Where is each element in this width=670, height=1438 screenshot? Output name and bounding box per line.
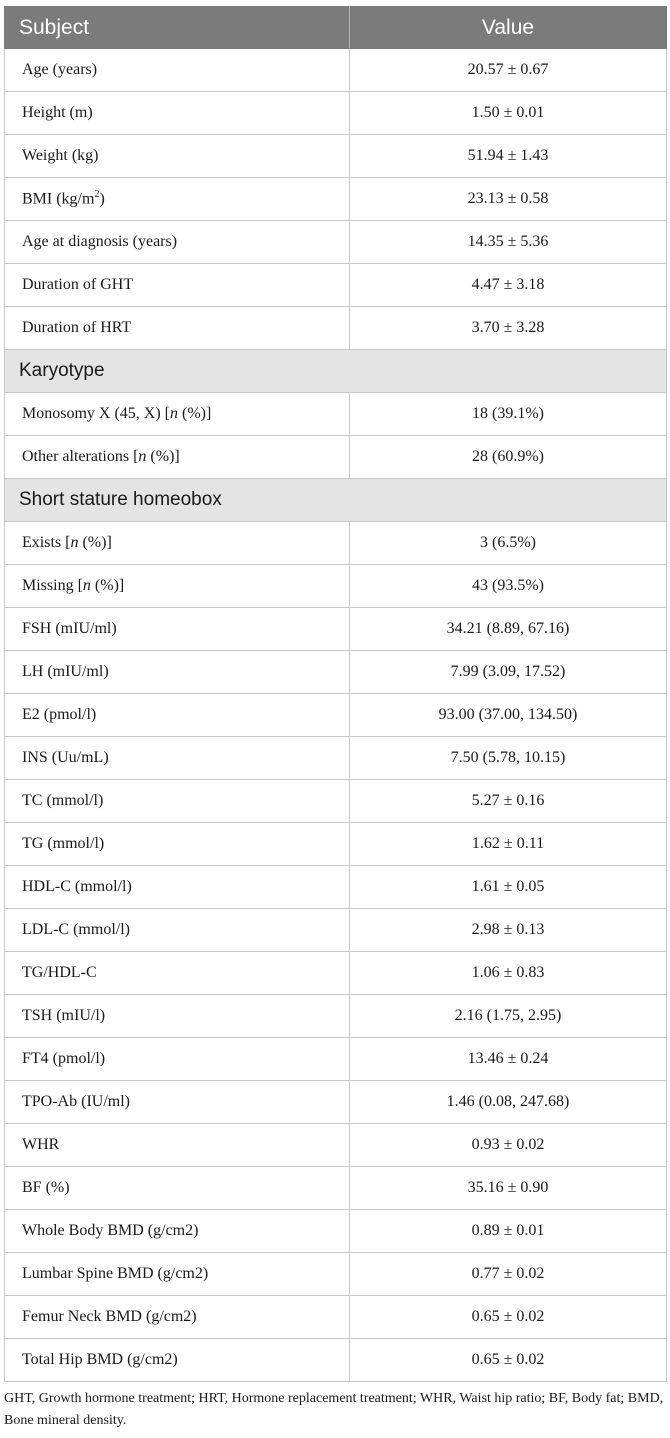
table-row [5, 909, 667, 952]
row-label [5, 1038, 350, 1081]
section-header-row [5, 350, 667, 393]
table-row [5, 1210, 667, 1253]
row-value: 2.16 (1.75, 2.95) [350, 995, 667, 1038]
header-value: Value [350, 7, 667, 49]
row-value: 5.27 ± 0.16 [350, 780, 667, 823]
row-label-suffix: (%)] [178, 405, 212, 422]
row-label [5, 1296, 350, 1339]
row-label-suffix: ) [99, 190, 105, 208]
section-label: Short stature homeobox [5, 479, 667, 522]
table-row [5, 1038, 667, 1081]
row-value: 18 (39.1%) [350, 393, 667, 436]
table-row [5, 1124, 667, 1167]
row-label-text: LDL-C (mmol/l) [22, 921, 130, 938]
row-label-text: BF (%) [22, 1179, 70, 1196]
row-label [5, 651, 350, 694]
table-row [5, 307, 667, 350]
table-row [5, 1253, 667, 1296]
section-label: Karyotype [5, 350, 667, 393]
row-value: 35.16 ± 0.90 [350, 1167, 667, 1210]
row-value: 0.93 ± 0.02 [350, 1124, 667, 1167]
table-body [5, 49, 667, 1382]
row-label [5, 995, 350, 1038]
row-label [5, 565, 350, 608]
row-label [5, 178, 350, 221]
row-value: 23.13 ± 0.58 [350, 178, 667, 221]
table-row [5, 694, 667, 737]
table-row [5, 995, 667, 1038]
row-value: 28 (60.9%) [350, 436, 667, 479]
row-value: 43 (93.5%) [350, 565, 667, 608]
row-label-text: WHR [22, 1136, 60, 1153]
row-label [5, 608, 350, 651]
row-label-suffix: (%)] [146, 448, 180, 465]
row-label-suffix: (%)] [90, 577, 125, 594]
table-row [5, 221, 667, 264]
row-value: 7.50 (5.78, 10.15) [350, 737, 667, 780]
row-label [5, 866, 350, 909]
row-label [5, 393, 350, 436]
row-label-italic: n [138, 448, 147, 465]
row-value: 0.77 ± 0.02 [350, 1253, 667, 1296]
row-value: 1.46 (0.08, 247.68) [350, 1081, 667, 1124]
row-label-text: FSH (mIU/ml) [22, 620, 117, 637]
row-label [5, 522, 350, 565]
row-label-text: LH (mIU/ml) [22, 663, 109, 680]
row-label-text: Lumbar Spine BMD (g/cm2) [22, 1265, 209, 1282]
row-label [5, 1081, 350, 1124]
table-row [5, 49, 667, 92]
row-label-suffix: (%)] [78, 534, 112, 551]
table-row [5, 823, 667, 866]
row-value: 7.99 (3.09, 17.52) [350, 651, 667, 694]
row-label [5, 307, 350, 350]
row-label-text: HDL-C (mmol/l) [22, 878, 132, 895]
row-value: 3.70 ± 3.28 [350, 307, 667, 350]
row-label [5, 221, 350, 264]
row-label [5, 135, 350, 178]
row-label-text: Other alterations [ [22, 448, 139, 465]
row-value: 20.57 ± 0.67 [350, 49, 667, 92]
row-label [5, 49, 350, 92]
row-label-text: Missing [ [22, 577, 83, 594]
row-label-text: TC (mmol/l) [22, 792, 104, 809]
table-row [5, 780, 667, 823]
row-label-text: TPO-Ab (IU/ml) [22, 1093, 130, 1110]
table-row [5, 135, 667, 178]
row-label-italic: n [70, 534, 79, 551]
table-row [5, 522, 667, 565]
table-row [5, 737, 667, 780]
table-row [5, 264, 667, 307]
row-label [5, 694, 350, 737]
row-label-text: Height (m) [22, 104, 93, 121]
row-label [5, 436, 350, 479]
row-value: 4.47 ± 3.18 [350, 264, 667, 307]
row-label-text: INS (Uu/mL) [22, 749, 109, 766]
row-label-superscript: 2 [94, 189, 100, 201]
table-row [5, 436, 667, 479]
row-label [5, 909, 350, 952]
row-label [5, 1253, 350, 1296]
row-value: 0.89 ± 0.01 [350, 1210, 667, 1253]
row-label [5, 823, 350, 866]
row-label-text: Exists [ [22, 534, 71, 551]
row-label [5, 780, 350, 823]
row-label-text: Weight (kg) [22, 147, 99, 164]
row-label-italic: n [82, 577, 91, 594]
table-row [5, 393, 667, 436]
row-value: 34.21 (8.89, 67.16) [350, 608, 667, 651]
row-value: 1.50 ± 0.01 [350, 92, 667, 135]
table-row [5, 1296, 667, 1339]
table-row [5, 952, 667, 995]
row-value: 1.61 ± 0.05 [350, 866, 667, 909]
row-label-text: Total Hip BMD (g/cm2) [22, 1351, 178, 1368]
row-label-text: Age (years) [22, 61, 98, 78]
row-label-text: Femur Neck BMD (g/cm2) [22, 1308, 197, 1325]
row-value: 14.35 ± 5.36 [350, 221, 667, 264]
row-value: 3 (6.5%) [350, 522, 667, 565]
row-label-text: FT4 (pmol/l) [22, 1050, 106, 1067]
row-label [5, 1210, 350, 1253]
row-label [5, 1167, 350, 1210]
table-footnote: GHT, Growth hormone treatment; HRT, Hormone replacement treatment; WHR, Waist hip ratio; BF, Body fat; BMD, Bone mineral density. [4, 1391, 664, 1428]
row-label-text: BMI (kg/m [22, 190, 95, 208]
row-label-text: TG (mmol/l) [22, 835, 105, 852]
row-label-text: Duration of HRT [22, 319, 132, 336]
row-value: 1.06 ± 0.83 [350, 952, 667, 995]
row-label [5, 1124, 350, 1167]
section-header-row [5, 479, 667, 522]
row-value: 1.62 ± 0.11 [350, 823, 667, 866]
table-row [5, 178, 667, 221]
table-row [5, 1081, 667, 1124]
table-header-row [5, 7, 667, 49]
header-subject: Subject [5, 7, 350, 49]
row-value: 0.65 ± 0.02 [350, 1296, 667, 1339]
table-row [5, 565, 667, 608]
row-label-text: TSH (mIU/l) [22, 1007, 106, 1024]
row-label [5, 264, 350, 307]
row-label [5, 1339, 350, 1382]
table-row [5, 866, 667, 909]
row-label-text: Whole Body BMD (g/cm2) [22, 1222, 199, 1239]
row-label-text: Age at diagnosis (years) [22, 233, 178, 250]
table-row [5, 608, 667, 651]
table-row [5, 1167, 667, 1210]
row-label-text: Monosomy X (45, X) [ [22, 405, 170, 422]
table-row [5, 651, 667, 694]
row-label-italic: n [170, 405, 178, 422]
table-row [5, 92, 667, 135]
row-label [5, 92, 350, 135]
row-label-text: E2 (pmol/l) [22, 706, 97, 723]
row-value: 13.46 ± 0.24 [350, 1038, 667, 1081]
row-value: 93.00 (37.00, 134.50) [350, 694, 667, 737]
row-value: 2.98 ± 0.13 [350, 909, 667, 952]
row-value: 0.65 ± 0.02 [350, 1339, 667, 1382]
data-table [4, 6, 667, 1382]
row-label [5, 737, 350, 780]
row-value: 51.94 ± 1.43 [350, 135, 667, 178]
row-label-text: Duration of GHT [22, 276, 134, 293]
row-label [5, 952, 350, 995]
table-row [5, 1339, 667, 1382]
row-label-text: TG/HDL-C [22, 964, 97, 981]
